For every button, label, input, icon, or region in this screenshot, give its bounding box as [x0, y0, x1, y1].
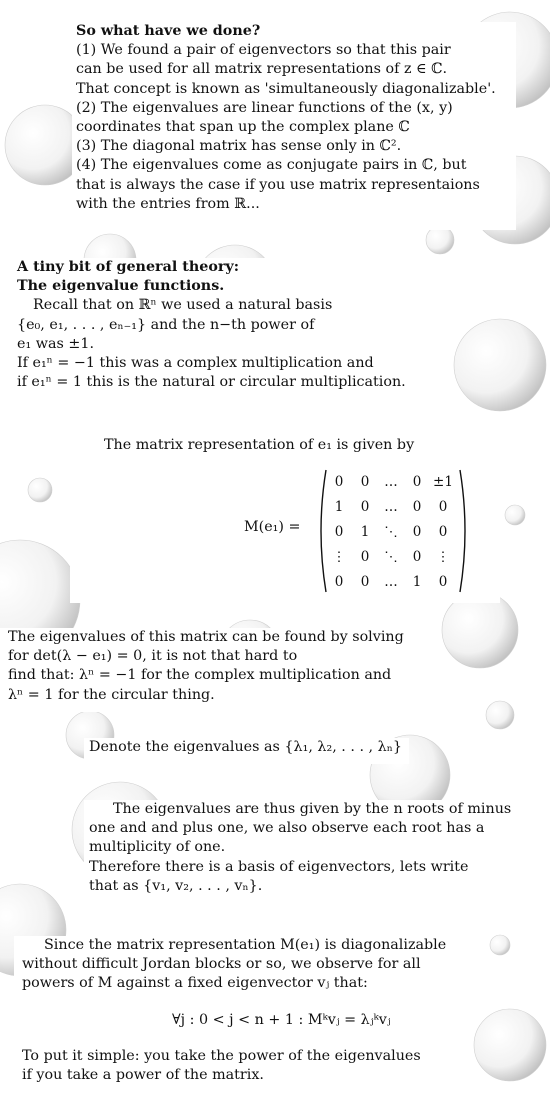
matrix-cell: ⋱ [384, 548, 398, 565]
matrix-cell: 0 [438, 523, 448, 540]
matrix-cell: 0 [360, 473, 370, 490]
summary-line: coordinates that span up the complex plane ℂ [76, 119, 410, 136]
denote-block [84, 738, 409, 764]
matrix-cell: 0 [412, 548, 422, 565]
eigenvalue-derivation-block [0, 628, 426, 712]
basis-line: one and and plus one, we also observe each root has a [89, 820, 485, 837]
theory-line: If e₁ⁿ = −1 this was a complex multiplication and [17, 355, 374, 372]
matrix-cell: 0 [412, 498, 422, 515]
matrix-cell: 0 [334, 573, 344, 590]
diag-line: powers of M against a fixed eigenvector vⱼ that: [22, 975, 368, 992]
summary-line: That concept is known as 'simultaneously diagonalizable'. [76, 80, 496, 97]
matrix-entries [326, 470, 456, 595]
diag-line: Since the matrix representation M(e₁) is diagonalizable [44, 937, 447, 953]
closing-line: if you take a power of the matrix. [22, 1067, 264, 1084]
matrix-block [70, 428, 500, 603]
matrix-cell: 0 [360, 498, 370, 515]
diag-line: without difficult Jordan blocks or so, we observe for all [22, 956, 421, 973]
theory-block [12, 258, 422, 400]
matrix-cell: 1 [360, 523, 370, 540]
basis-line: that as {v₁, v₂, . . . , vₙ}. [89, 877, 263, 894]
derivation-line: find that: λⁿ = −1 for the complex multiplication and [8, 667, 392, 684]
matrix-cell: … [384, 573, 398, 590]
eigenvector-basis-block [84, 800, 529, 908]
closing-line: To put it simple: you take the power of the eigenvalues [22, 1047, 421, 1064]
summary-line: (2) The eigenvalues are linear functions of the (x, y) [76, 99, 453, 116]
matrix-cell: … [384, 473, 398, 490]
theory-line: if e₁ⁿ = 1 this is the natural or circular multiplication. [17, 374, 406, 391]
summary-heading: So what have we done? [76, 23, 261, 39]
matrix-cell: ⋱ [384, 523, 398, 540]
summary-line: with the entries from ℝ... [76, 195, 260, 212]
theory-line: Recall that on ℝⁿ we used a natural basis [33, 297, 333, 314]
matrix-cell: ±1 [433, 473, 453, 490]
denote-line: Denote the eigenvalues as {λ₁, λ₂, . . . , λₙ} [89, 739, 402, 755]
derivation-line: for det(λ − e₁) = 0, it is not that hard to [8, 648, 298, 665]
right-parenthesis [458, 468, 472, 594]
matrix-cell: ⋮ [436, 548, 450, 565]
summary-line: can be used for all matrix representations of z ∈ ℂ. [76, 61, 448, 78]
matrix-cell: 0 [412, 523, 422, 540]
summary-line: that is always the case if you use matrix representaions [76, 176, 480, 193]
matrix-cell: … [384, 498, 398, 515]
summary-line: (3) The diagonal matrix has sense only in ℂ². [76, 138, 402, 155]
matrix-cell: 0 [334, 523, 344, 540]
basis-line: Therefore there is a basis of eigenvectors, lets write [89, 858, 469, 875]
theory-line: e₁ was ±1. [17, 335, 94, 352]
theory-heading: A tiny bit of general theory: [17, 259, 239, 275]
basis-line: multiplicity of one. [89, 839, 226, 856]
matrix-cell: 1 [334, 498, 344, 515]
diagonalizable-block [14, 936, 472, 1100]
matrix-cell: 0 [412, 473, 422, 490]
matrix-intro: The matrix representation of e₁ is given by [104, 437, 415, 453]
theory-line: {e₀, e₁, . . . , eₙ₋₁} and the n−th power of [17, 316, 315, 333]
summary-line: (1) We found a pair of eigenvectors so that this pair [76, 42, 451, 59]
theory-subheading: The eigenvalue functions. [17, 278, 225, 295]
derivation-line: λⁿ = 1 for the circular thing. [8, 686, 215, 703]
matrix-cell: 0 [438, 573, 448, 590]
summary-block [72, 22, 516, 230]
matrix-cell: ⋮ [332, 548, 346, 565]
matrix-cell: 0 [360, 573, 370, 590]
summary-line: (4) The eigenvalues come as conjugate pairs in ℂ, but [76, 157, 467, 174]
matrix-cell: 0 [334, 473, 344, 490]
basis-line: The eigenvalues are thus given by the n roots of minus [113, 801, 512, 817]
derivation-line: The eigenvalues of this matrix can be found by solving [8, 629, 404, 645]
matrix-cell: 1 [412, 573, 422, 590]
matrix-cell: 0 [360, 548, 370, 565]
matrix-label: M(e₁) = [244, 519, 301, 535]
matrix-cell: 0 [438, 498, 448, 515]
power-formula: ∀j : 0 < j < n + 1 : Mᵏvⱼ = λⱼᵏvⱼ [172, 1011, 391, 1028]
